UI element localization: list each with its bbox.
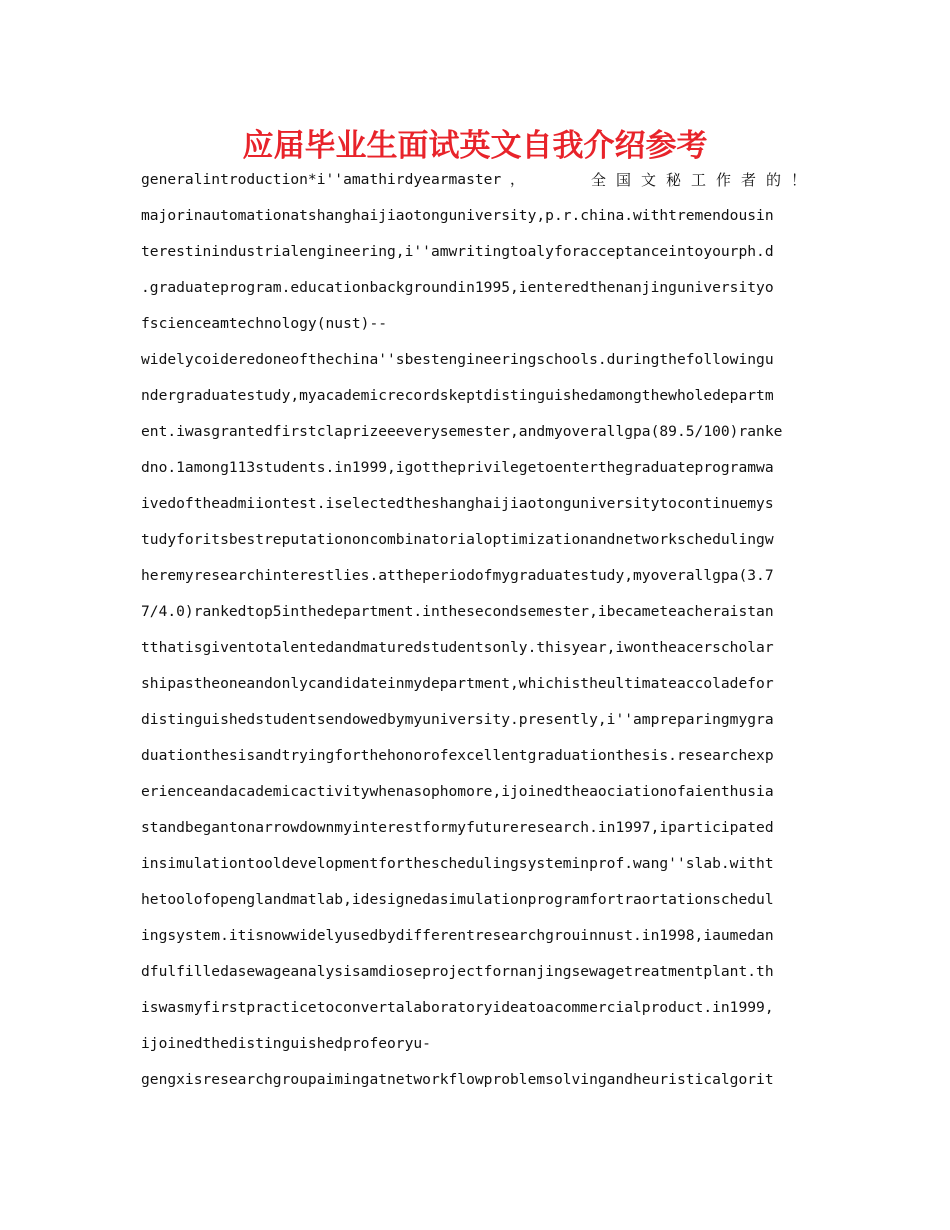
body-line: gengxisresearchgroupaimingatnetworkflowproblemsolvingandheuristicalgorit (141, 1071, 774, 1088)
body-line: ivedoftheadmiiontest.iselectedtheshanghaijiaotonguniversitytocontinuemys (141, 495, 774, 512)
body-line: terestinindustrialengineering,i''amwritingtoalyforacceptanceintoyourph.d (141, 243, 774, 260)
body-line-first (141, 162, 816, 198)
body-line: widelycoideredoneofthechina''sbestengineeringschools.duringthefollowingu (141, 351, 774, 368)
body-line: ent.iwasgrantedfirstclaprizeeeverysemester,andmyoverallgpa(89.5/100)ranke (141, 423, 783, 440)
body-line: 7/4.0)rankedtop5inthedepartment.inthesecondsemester,ibecameteacheraistan (141, 603, 774, 620)
body-line: ijoinedthedistinguishedprofeoryu- (141, 1035, 431, 1052)
body-line: ndergraduatestudy,myacademicrecordskeptdistinguishedamongthewholedepartm (141, 387, 774, 404)
body-line: standbegantonarrowdownmyinterestformyfutureresearch.in1997,iparticipated (141, 819, 774, 836)
body-line: tthatisgiventotalentedandmaturedstudentsonly.thisyear,iwontheacerscholar (141, 639, 774, 656)
body-line: dno.1among113students.in1999,igottheprivilegetoenterthegraduateprogramwa (141, 459, 774, 476)
body-line: insimulationtooldevelopmentfortheschedulingsysteminprof.wang''slab.witht (141, 855, 774, 872)
first-line-text: generalintroduction*i''amathirdyearmaster ， (141, 171, 525, 188)
body-line: tudyforitsbestreputationoncombinatorialoptimizationandnetworkschedulingw (141, 531, 774, 548)
body-line: majorinautomationatshanghaijiaotonguniversity,p.r.china.withtremendousin (141, 207, 774, 224)
body-line: hetoolofopenglandmatlab,idesignedasimulationprogramfortraortationschedul (141, 891, 774, 908)
body-lines (141, 198, 816, 1098)
first-line-cjk: 全国文秘工作者的！ (590, 171, 816, 189)
body-line: iswasmyfirstpracticetoconvertalaboratoryideatoacommercialproduct.in1999, (141, 999, 774, 1016)
document-title: 应届毕业生面试英文自我介绍参考 (242, 128, 708, 164)
body-line: fscienceamtechnology(nust)-- (141, 315, 388, 332)
body-line: erienceandacademicactivitywhenasophomore,ijoinedtheaociationofaienthusia (141, 783, 774, 800)
body-line: distinguishedstudentsendowedbymyuniversity.presently,i''ampreparingmygra (141, 711, 774, 728)
body-line: duationthesisandtryingforthehonorofexcellentgraduationthesis.researchexp (141, 747, 774, 764)
body-line: ingsystem.itisnowwidelyusedbydifferentresearchgrouinnust.in1998,iaumedan (141, 927, 774, 944)
body-line: .graduateprogram.educationbackgroundin1995,ienteredthenanjinguniversityo (141, 279, 774, 296)
document-body (141, 162, 816, 1098)
body-line: heremyresearchinterestlies.attheperiodofmygraduatestudy,myoverallgpa(3.7 (141, 567, 774, 584)
body-line: dfulfilledasewageanalysisamdioseprojectfornanjingsewagetreatmentplant.th (141, 963, 774, 980)
body-line: shipastheoneandonlycandidateinmydepartment,whichistheultimateaccoladefor (141, 675, 774, 692)
